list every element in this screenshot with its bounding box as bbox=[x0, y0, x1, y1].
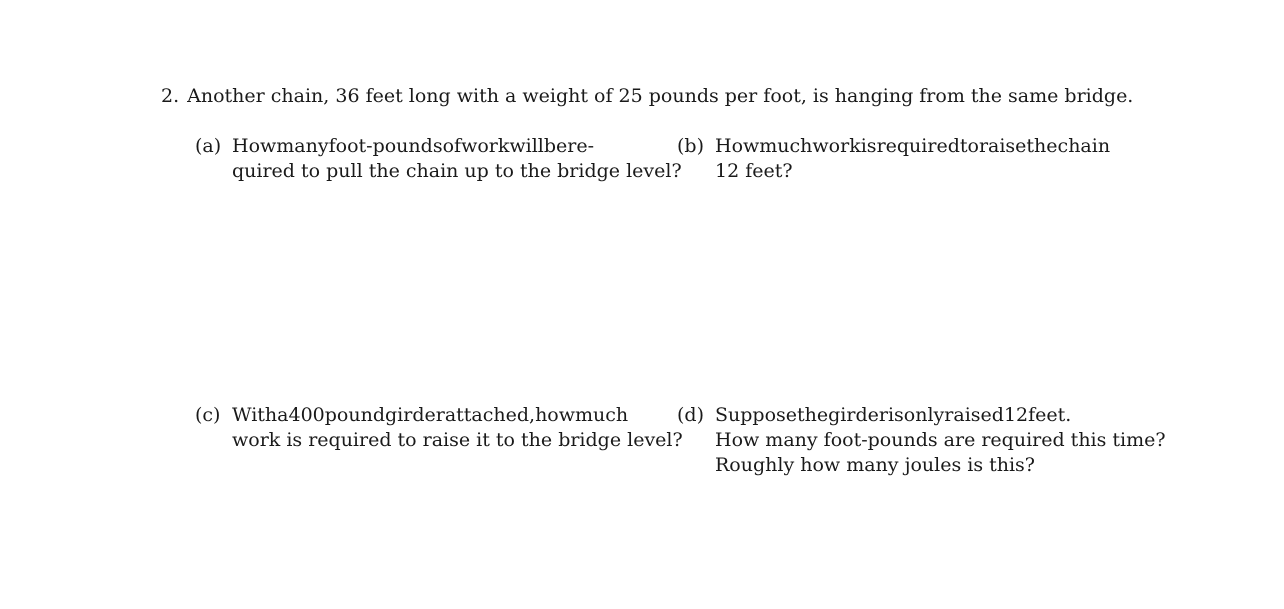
word: foot-pounds bbox=[328, 135, 443, 157]
word: of bbox=[442, 135, 462, 157]
part-c bbox=[195, 403, 683, 463]
part-d-line-2: How many foot-pounds are required this time? bbox=[715, 429, 1166, 451]
word: attached, bbox=[444, 404, 536, 426]
word: much bbox=[759, 135, 813, 157]
word: to bbox=[959, 135, 979, 157]
word: 400 bbox=[288, 404, 325, 426]
word: pound bbox=[324, 404, 385, 426]
word: feet. bbox=[1028, 404, 1072, 426]
part-a-line-2: quired to pull the chain up to the bridge level? bbox=[232, 160, 682, 182]
word: girder bbox=[828, 404, 888, 426]
word: raise bbox=[978, 135, 1027, 157]
word: How bbox=[232, 135, 277, 157]
word: only bbox=[903, 404, 945, 426]
part-b bbox=[677, 134, 1137, 194]
part-c-line-2: work is required to raise it to the bridge level? bbox=[232, 429, 683, 451]
word: girder bbox=[385, 404, 445, 426]
part-a-line-1 bbox=[232, 134, 650, 159]
word: be bbox=[543, 135, 568, 157]
part-a-label: (a) bbox=[195, 135, 222, 157]
part-c-text bbox=[232, 403, 683, 453]
part-b-line-2: 12 feet? bbox=[715, 160, 793, 182]
word: required bbox=[876, 135, 960, 157]
part-a bbox=[195, 134, 682, 194]
part-a-text bbox=[232, 134, 682, 184]
part-d-line-3: Roughly how many joules is this? bbox=[715, 454, 1035, 476]
word: re- bbox=[567, 135, 595, 157]
word: a bbox=[277, 404, 289, 426]
part-b-text bbox=[715, 134, 1133, 184]
word: Suppose bbox=[715, 404, 798, 426]
word: chain bbox=[1057, 135, 1111, 157]
word: With bbox=[232, 404, 278, 426]
word: work bbox=[461, 135, 510, 157]
word: the bbox=[797, 404, 829, 426]
word: is bbox=[860, 135, 877, 157]
word: how bbox=[535, 404, 576, 426]
part-d-line-1 bbox=[715, 403, 1133, 428]
part-c-label: (c) bbox=[195, 404, 221, 426]
word: is bbox=[887, 404, 904, 426]
problem-number: 2. bbox=[161, 85, 180, 107]
word: will bbox=[509, 135, 544, 157]
problem-text: Another chain, 36 feet long with a weight of 25 pounds per foot, is hanging from the same bridge. bbox=[187, 85, 1134, 107]
word: work bbox=[812, 135, 861, 157]
part-d-label: (d) bbox=[677, 404, 704, 426]
word: the bbox=[1026, 135, 1058, 157]
word: raised bbox=[944, 404, 1004, 426]
part-d bbox=[677, 403, 1166, 488]
word: How bbox=[715, 135, 760, 157]
part-b-label: (b) bbox=[677, 135, 704, 157]
word: much bbox=[575, 404, 629, 426]
word: 12 bbox=[1003, 404, 1029, 426]
part-b-line-1 bbox=[715, 134, 1133, 159]
word: many bbox=[276, 135, 329, 157]
problem-statement bbox=[161, 84, 1133, 109]
part-d-text bbox=[715, 403, 1166, 478]
part-c-line-1 bbox=[232, 403, 650, 428]
